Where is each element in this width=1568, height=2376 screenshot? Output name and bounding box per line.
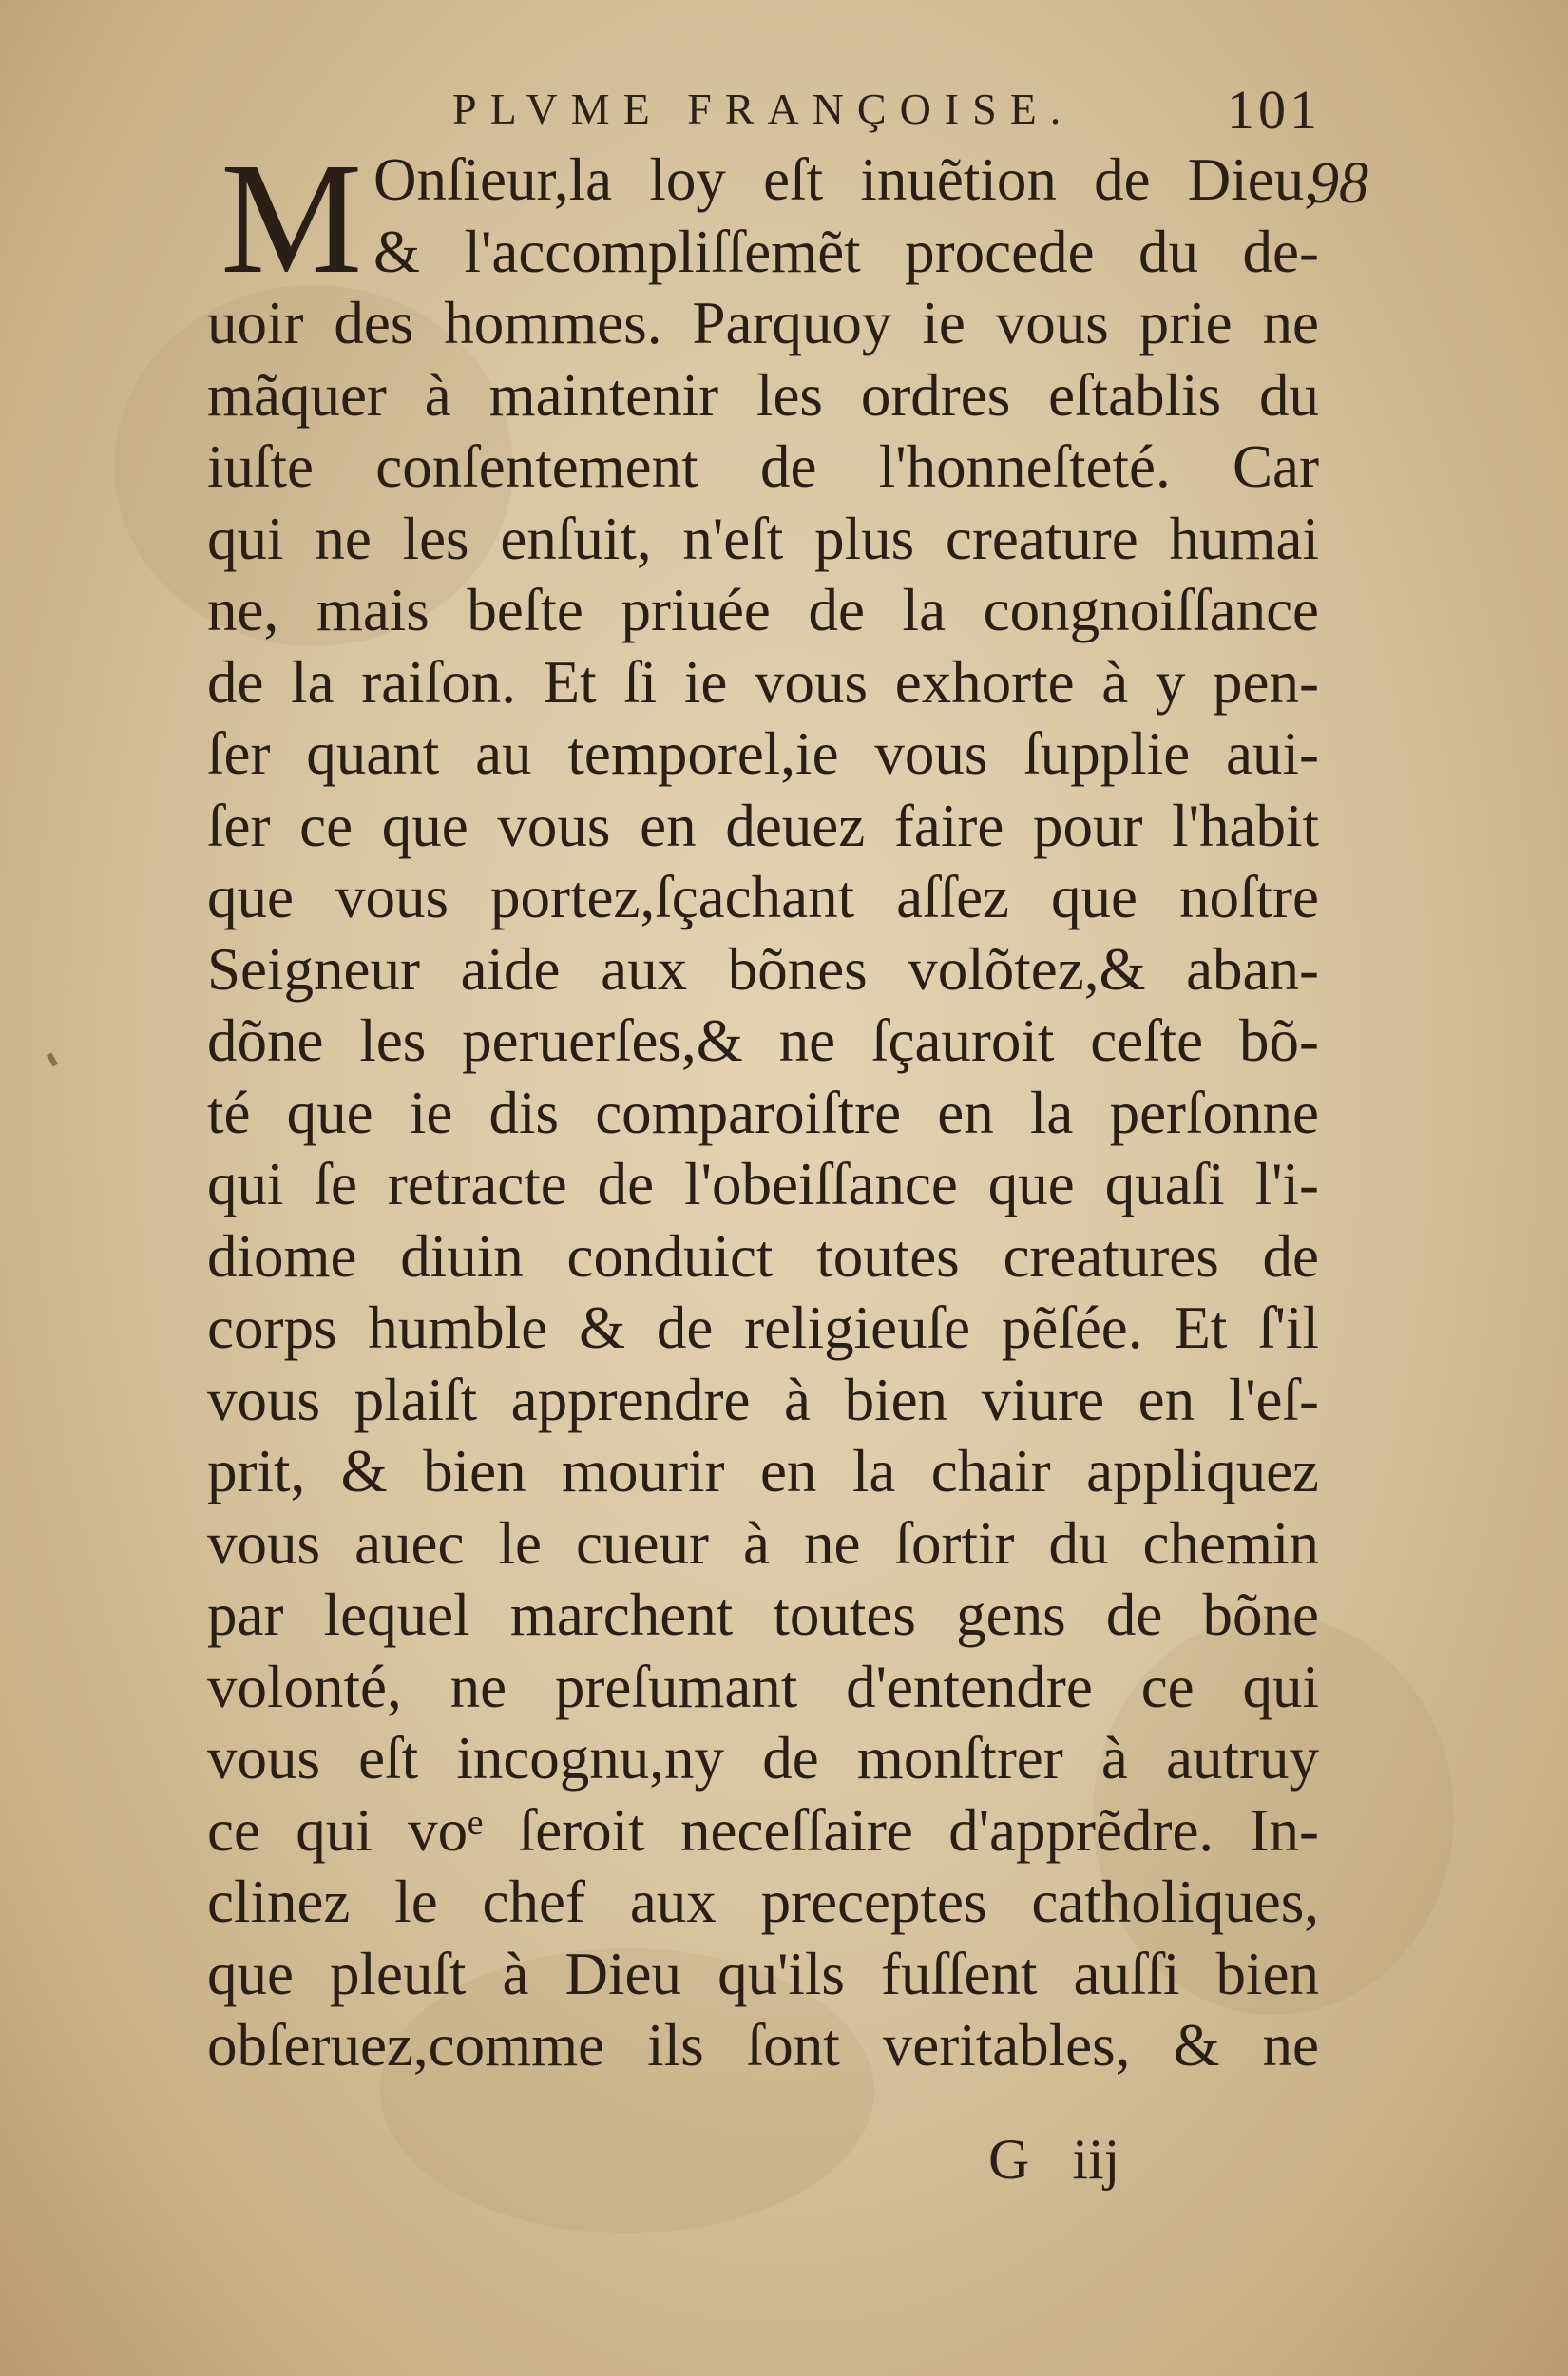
text-line: uoir des hommes. Parquoy ie vous prie ne bbox=[207, 290, 1319, 356]
text-line: de la raiſon. Et ſi ie vous exhorte à y pen- bbox=[207, 648, 1319, 716]
text-line: obſeruez,comme ils ſont veritables, & ne bbox=[207, 2012, 1319, 2079]
text-line: ce qui voᵉ ſeroit neceſſaire d'apprẽdre. In- bbox=[207, 1796, 1319, 1864]
text-line: mãquer à maintenir les ordres eſtablis du bbox=[207, 361, 1319, 429]
text-line: diome diuin conduict toutes creatures de bbox=[207, 1222, 1319, 1290]
text-line: vous eſt incognu,ny de monſtrer à autruy bbox=[207, 1725, 1319, 1792]
text-lines bbox=[207, 144, 1319, 2082]
text-line: Onſieur,la loy eſt inuẽtion de Dieu, bbox=[373, 146, 1319, 213]
text-line: iuſte conſentement de l'honneſteté. Car bbox=[207, 433, 1319, 500]
page-header bbox=[418, 79, 1321, 150]
text-line: Seigneur aide aux bõnes volõtez,& aban- bbox=[207, 935, 1319, 1003]
handwritten-folio-number: 98 bbox=[1310, 151, 1368, 216]
text-line: vous auec le cueur à ne ſortir du chemin bbox=[207, 1509, 1319, 1577]
text-line: qui ne les enſuit, n'eſt plus creature humai bbox=[207, 505, 1319, 572]
text-line: ne, mais beſte priuée de la congnoiſſance bbox=[207, 577, 1319, 643]
signature-mark: G iij bbox=[988, 2128, 1120, 2191]
margin-mark bbox=[47, 1052, 58, 1066]
text-line: qui ſe retracte de l'obeiſſance que quaſi l'i- bbox=[207, 1151, 1319, 1217]
text-line: ſer ce que vous en deuez faire pour l'habit bbox=[207, 792, 1319, 859]
text-line: ſer quant au temporel,ie vous ſupplie aui- bbox=[207, 720, 1319, 787]
page-number: 101 bbox=[1227, 79, 1321, 141]
text-line: que vous portez,ſçachant aſſez que noſtre bbox=[207, 864, 1319, 930]
text-line: vous plaiſt apprendre à bien viure en l'eſ- bbox=[207, 1366, 1319, 1433]
text-line: prit, & bien mourir en la chair appliquez bbox=[207, 1438, 1319, 1504]
text-line: dõne les peruerſes,& ne ſçauroit ceſte bõ- bbox=[207, 1007, 1319, 1074]
text-line: que pleuſt à Dieu qu'ils fuſſent auſſi bien bbox=[207, 1940, 1319, 2007]
text-line: volonté, ne preſumant d'entendre ce qui bbox=[207, 1653, 1319, 1720]
text-line: par lequel marchent toutes gens de bõne bbox=[207, 1581, 1319, 1648]
running-title: PLVME FRANÇOISE. bbox=[452, 85, 1075, 133]
text-line: té que ie dis comparoiſtre en la perſonne bbox=[207, 1079, 1319, 1146]
text-line: corps humble & de religieuſe pẽſée. Et ſ'il bbox=[207, 1294, 1319, 1361]
drop-cap: M bbox=[220, 130, 363, 307]
text-line: clinez le chef aux preceptes catholiques, bbox=[207, 1868, 1319, 1935]
text-line: & l'accompliſſemẽt procede du de- bbox=[373, 218, 1319, 285]
body-text bbox=[207, 130, 1319, 2082]
